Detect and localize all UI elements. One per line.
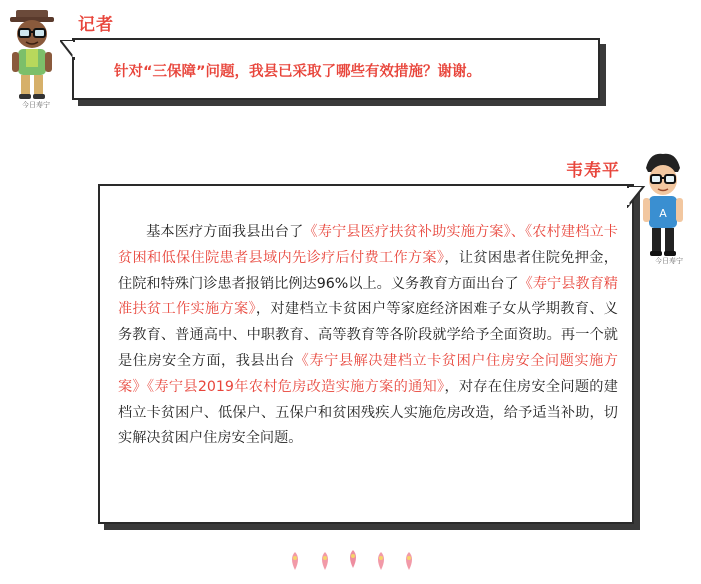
answer-text (118, 220, 618, 452)
answer-seg-1: 基本医疗方面我县出台了 (146, 224, 304, 240)
answer-seg-3: ，让贫困患者住院免押金，住院和特殊门诊患者报销比例达96%以上。义务教育方面出台了 (118, 249, 618, 292)
reporter-name: 记者 (78, 15, 114, 35)
official-avatar (638, 150, 688, 260)
answer-seg-4: 《寿宁县教育精准扶贫工作实施方案》 (118, 275, 618, 318)
answer-bubble (98, 184, 634, 524)
reporter-watermark: 今日寿宁 (22, 101, 50, 109)
answer-seg-5: ，对建档立卡贫困户等家庭经济困难子女从学期教育、义务教育、普通高中、中职教育、高等教育等各阶段就学给予全面资助。再一个就是住房安全方面，我县出台 (118, 301, 618, 369)
candy-icon-1 (288, 550, 302, 572)
question-bubble (72, 38, 600, 100)
candy-icon-2 (318, 550, 332, 572)
question-text: 针对“三保障”问题，我县已采取了哪些有效措施？谢谢。 (114, 64, 482, 80)
candy-icon-4 (374, 550, 388, 572)
candy-icon-5 (402, 550, 416, 572)
official-name: 韦寿平 (566, 161, 620, 181)
answer-seg-7: ，对存在住房安全问题的建档立卡贫困户、低保户、五保户和贫困残疾人实施危房改造，给予适当补助，切实解决贫困户住房安全问题。 (118, 378, 618, 447)
official-watermark: 今日寿宁 (655, 257, 683, 265)
svg-text:A: A (659, 207, 667, 220)
answer-seg-6: 《寿宁县解决建档立卡贫困户住房安全问题实施方案》《寿宁县2019年农村危房改造实施方案的通知》 (118, 352, 618, 395)
answer-seg-2: 《寿宁县医疗扶贫补助实施方案》、《农村建档立卡贫困和低保住院患者县域内先诊疗后付费工作方案》 (118, 224, 618, 266)
question-bubble-tail (60, 40, 76, 60)
candy-icon-3 (346, 548, 360, 570)
reporter-avatar (6, 4, 62, 102)
